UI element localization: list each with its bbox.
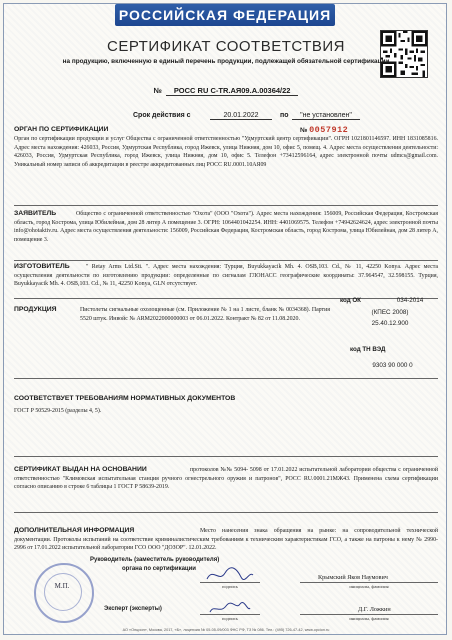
product-text: Пистолеты сигнальные охолощенные (см. Приложение № 1 на 1 листе, бланк № 0034368). Партия 5520 штук. Инвойс № ARM2022000000003 от 06.01.2022. Контракт № 82 от 11.08.2020. — [80, 307, 330, 322]
org-label: ОРГАН ПО СЕРТИФИКАЦИИ — [14, 126, 109, 133]
head-signature — [205, 565, 255, 583]
registration-number-label: № — [153, 86, 162, 95]
kpes-label: (КПЕС 2008) — [371, 309, 409, 316]
manufacturer-text: " Retay Arms Ltd.Sti. ". Адрес места нахождения: Турция, Buyukkayacik Mh. 4. OSB,103. Cd., № 11, 42250 Konya. Адрес места осуществления деятельности по изготовлению продукции: определенные по сигналам ГЛОНАСС географические координаты: 37.964547, 32.598155. Турция, Buyukkayacik Mh. 4. OSB,103. Cd., № 11, 42250 Konya, GLN отсутствует. — [14, 264, 438, 288]
okp-label: код ОК — [340, 297, 361, 304]
validity-to-label: по — [280, 112, 289, 119]
divider — [14, 456, 438, 457]
divider — [14, 512, 438, 513]
validity-to: "не установлен" — [292, 112, 360, 120]
expert-signature-label: Эксперт (эксперты) — [104, 606, 162, 612]
validity-label: Срок действия с — [133, 112, 191, 119]
basis-label: СЕРТИФИКАТ ВЫДАН НА ОСНОВАНИИ — [14, 466, 147, 473]
head-signature-label: Руководитель (заместитель руководителя) — [90, 557, 220, 563]
printer-footer: АО «Опцион», Москва, 2017, «Б», лицензия № 05-05-09/003 ФНС РФ, ТЗ № 086. Тел.: (495) 726-47-42, www.opcion.ru — [122, 628, 330, 632]
expert-name-line — [300, 614, 438, 615]
org-text: Орган по сертификации продукции и услуг Общества с ограниченной ответственностью "Удмуртский центр сертификации". ОГРН 1021801146597. ИНН 1831085816. Адрес места нахождения: 426033, Россия, Удмуртская Республика, город Ижевск, улица Нижняя, дом 10, офис 5, помещ. 4. Адрес места осуществления деятельности: 426033, Россия, Удмуртская Республика, город Ижевск, улица Нижняя, дом 10, офис 5. Телефон +73412596164, адрес электронной почты udmcs@gmail.com. Уникальный номер записи об аккредитации в реестре аккредитованных лиц РОСС RU.0001.10АЯ09 — [14, 136, 438, 168]
serial-number-value: 0057912 — [309, 125, 349, 135]
document-title: СЕРТИФИКАТ СООТВЕТСТВИЯ — [107, 38, 345, 55]
divider — [14, 260, 438, 261]
banner-text: РОССИЙСКАЯ ФЕДЕРАЦИЯ — [118, 7, 332, 23]
serial-number — [300, 125, 348, 135]
head-signature-label-2: органа по сертификации — [122, 566, 196, 572]
okp-value: 034-2014 — [396, 297, 424, 304]
head-name-line — [300, 582, 438, 583]
serial-number-label: № — [300, 127, 308, 134]
manufacturer-label: ИЗГОТОВИТЕЛЬ — [14, 263, 70, 270]
divider — [14, 378, 438, 379]
additional-text: Место нанесения знака обращения на рынке: на сопроводительной технической документации. Протоколы испытаний на соответствие криминалистическим требованиям к техническим характеристикам ГСО, а также на патроны к нему № 2990-2996 от 17.01.2022 испытательной лаборатории ГСО ООО "ДОЗОР". 12.01.2022. — [14, 528, 438, 552]
expert-name-caption: инициалы, фамилия — [349, 616, 389, 621]
registration-number-value: РОСС RU C-TR.АЯ09.А.00364/22 — [166, 86, 299, 96]
requirements-text: ГОСТ Р 50529-2015 (разделы 4, 5). — [14, 408, 102, 414]
requirements-label: СООТВЕТСТВУЕТ ТРЕБОВАНИЯМ НОРМАТИВНЫХ ДОКУМЕНТОВ — [14, 395, 236, 402]
registration-number — [0, 86, 452, 95]
expert-signature — [208, 600, 252, 616]
product-label: ПРОДУКЦИЯ — [14, 306, 57, 313]
divider — [14, 205, 438, 206]
document-subtitle: на продукцию, включенную в единый перечень продукции, подлежащей обязательной сертификации — [62, 58, 390, 65]
seal-inner-ring — [44, 573, 82, 611]
applicant-label: ЗАЯВИТЕЛЬ — [14, 210, 57, 217]
head-name-caption: инициалы, фамилия — [349, 584, 389, 589]
head-name: Крымский Яков Наумович — [318, 574, 388, 581]
divider — [14, 298, 438, 299]
expert-signature-caption: подпись — [221, 616, 238, 621]
seal-stamp — [34, 563, 94, 623]
head-signature-caption: подпись — [221, 584, 238, 589]
tnved-value: 9303 90 000 0 — [372, 362, 413, 369]
country-banner — [115, 4, 335, 26]
applicant-text: Общество с ограниченной ответственностью "Охота" (ООО "Охота"). Адрес места нахождения: 156009, Российская Федерация, Костромская область, город Кострома, улица Юбилейная, дом 28 литер А помещение 3. ОГРН: 1064401042254. ИНН: 4401069575. Телефон +74942624624, адрес электронной почты info@ohotaktiv.ru. Адрес места осуществления деятельности: 156009, Российская Федерация, Костромская область, город Кострома, улица Юбилейная, дом 28 литер А, помещение 3. — [14, 211, 438, 243]
expert-name: Д.Г. Ложкин — [358, 606, 391, 613]
tnved-label: код ТН ВЭД — [350, 346, 386, 353]
validity-from: 20.01.2022 — [210, 112, 272, 120]
additional-label: ДОПОЛНИТЕЛЬНАЯ ИНФОРМАЦИЯ — [14, 527, 135, 534]
basis-text: протоколов №№ 5094- 5098 от 17.01.2022 испытательной лаборатории общества с ограниченной ответственностью "Климовская испытательная станция ручного огнестрельного оружия и патронов", РОСС RU.0001.21МЖ43. Применена схема сертификации согласно описанию в строке 6 таблицы 1 ГОСТ Р 58639-2019. — [14, 467, 438, 491]
kpes-value: 25.40.12.900 — [371, 320, 409, 327]
seal-label: М.П. — [54, 582, 70, 590]
